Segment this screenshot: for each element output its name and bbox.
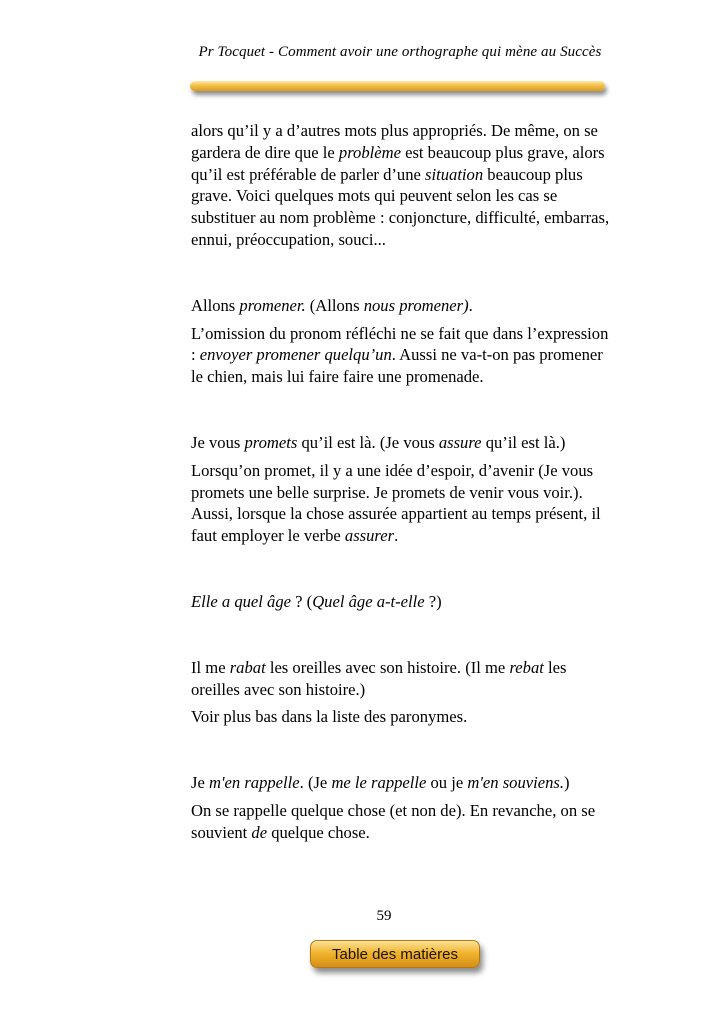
entry-heading-age	[191, 591, 616, 613]
text-run: )	[564, 773, 570, 793]
text-run: qu’il est là.)	[481, 432, 566, 452]
italic-run: envoyer promener quelqu’un	[199, 345, 392, 365]
page-header-title: Pr Tocquet - Comment avoir une orthographe qui mène au Succès	[198, 44, 602, 60]
text-run: Il me	[191, 657, 230, 677]
text-run: les oreilles avec son histoire.)	[191, 657, 567, 699]
text-run: . Aussi ne va-t-on pas promener le chien, mais lui faire faire une promenade.	[191, 345, 603, 387]
paragraph-probleme	[191, 120, 616, 251]
italic-run: m'en souviens.	[467, 773, 565, 793]
entry-text-promener	[191, 323, 616, 388]
text-run: On se rappelle quelque chose (et non de). En revanche, on se souvient	[191, 800, 596, 842]
italic-run: rabat	[229, 657, 266, 677]
text-run: Je vous	[191, 432, 245, 452]
italic-run: de	[251, 822, 268, 842]
entry-heading-promets	[191, 432, 616, 454]
text-run: . (Je	[299, 773, 332, 793]
text-run: est beaucoup plus grave, alors qu’il est préférable de parler d’une	[191, 142, 605, 184]
italic-run: promener.	[239, 295, 306, 315]
italic-run: m'en rappelle	[208, 773, 300, 793]
text-run: ? (	[291, 591, 313, 611]
text-run: quelque chose.	[267, 822, 370, 842]
italic-run: assure	[438, 432, 482, 452]
header-divider-bar	[190, 81, 605, 91]
entry-text-rabat: Voir plus bas dans la liste des paronymes.	[191, 707, 468, 727]
text-run: .	[394, 526, 399, 546]
italic-run: problème	[338, 142, 401, 162]
page-content	[191, 120, 616, 844]
text-run: L’omission du pronom réfléchi ne se fait que dans l’expression :	[191, 323, 609, 365]
italic-run: promets	[244, 432, 298, 452]
entry-heading-rappelle	[191, 772, 616, 794]
text-run: qu’il est là. (Je vous	[297, 432, 439, 452]
italic-run: Elle a quel âge	[191, 591, 291, 611]
text-run: Lorsqu’on promet, il y a une idée d’espoir, d’avenir (Je vous promets une belle surprise. Je promets de venir vous voir.). Aussi, lorsque la chose assurée appartient au temps présent, il faut employer le verbe	[191, 460, 601, 546]
entry-text-rappelle	[191, 800, 616, 844]
text-run: alors qu’il y a d’autres mots plus appropriés. De même, on se gardera de dire que le	[191, 121, 598, 162]
text-run: beaucoup plus grave. Voici quelques mots qui peuvent selon les cas se substituer au nom problème : conjoncture, difficulté, embarras, ennui, préoccupation, souci...	[191, 164, 610, 249]
entry-heading-rabat	[191, 657, 616, 701]
text-run: Je	[191, 773, 209, 793]
italic-run: situation	[425, 164, 484, 184]
italic-run: nous promener)	[363, 295, 469, 315]
entry-text-promets	[191, 460, 616, 547]
text-run: (Allons	[305, 295, 364, 315]
italic-run: assurer	[344, 526, 395, 546]
page-number: 59	[376, 908, 392, 924]
text-run: .	[468, 295, 473, 315]
italic-run: me le rappelle	[331, 773, 427, 793]
text-run: ?)	[424, 591, 442, 611]
text-run: les oreilles avec son histoire. (Il me	[265, 657, 510, 677]
toc-button-label: Table des matières	[332, 945, 458, 963]
text-run: ou je	[426, 773, 468, 793]
italic-run: Quel âge a-t-elle	[312, 591, 425, 611]
text-run: Allons	[191, 295, 240, 315]
entry-heading-promener	[191, 295, 616, 317]
table-of-contents-button[interactable]	[310, 940, 480, 968]
italic-run: rebat	[509, 657, 544, 677]
